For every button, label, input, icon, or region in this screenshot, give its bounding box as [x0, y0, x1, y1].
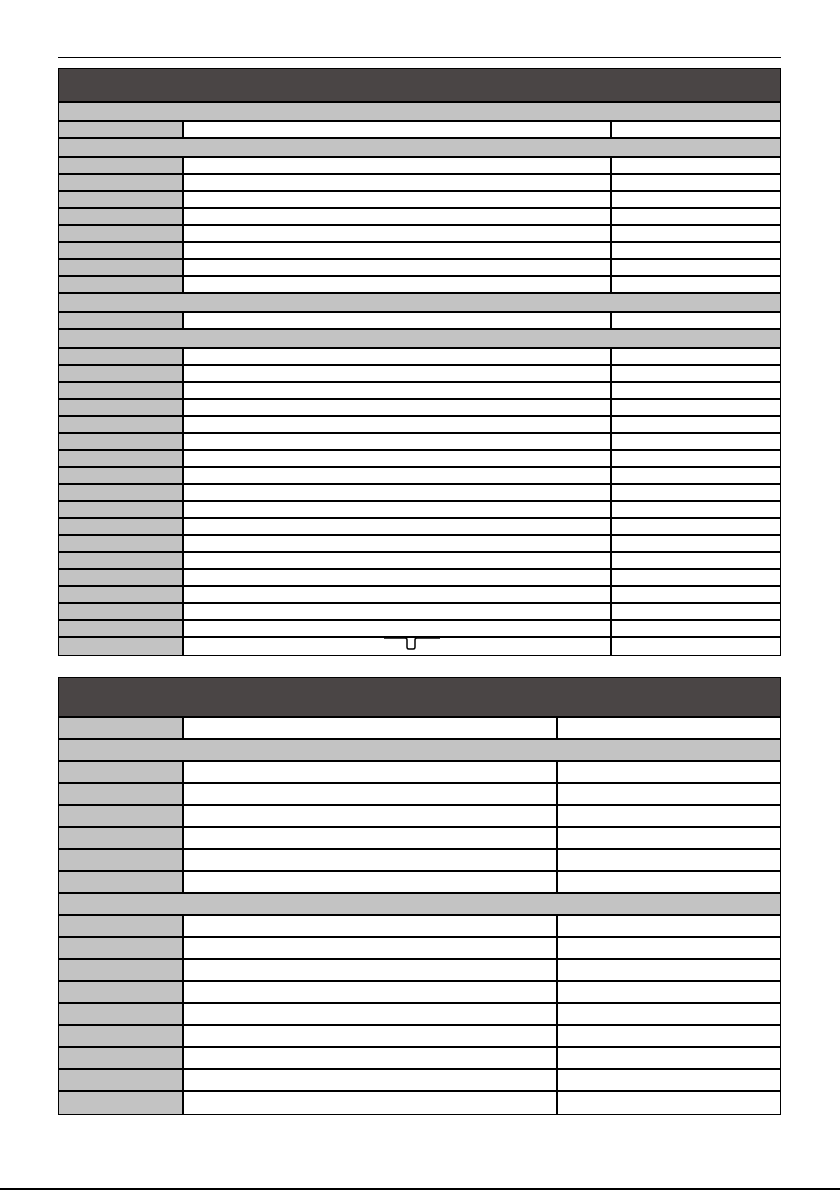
- table-row: [59, 434, 780, 451]
- table-row: [59, 519, 780, 536]
- table-row: [59, 243, 780, 260]
- row-description-cell: [184, 872, 558, 892]
- row-value-cell: [612, 192, 780, 207]
- row-value-cell: [612, 451, 780, 466]
- row-description-cell: [184, 916, 558, 936]
- table-row: [59, 938, 780, 960]
- row-value-cell: [612, 434, 780, 449]
- row-description-cell: [184, 158, 612, 173]
- table-row: [59, 1070, 780, 1092]
- row-value-cell: [558, 960, 780, 980]
- row-label-cell: [59, 916, 184, 936]
- row-label-cell: [59, 828, 184, 848]
- bottom-rule: [0, 1188, 840, 1190]
- row-description-cell: [184, 1092, 558, 1114]
- row-value-cell: [612, 175, 780, 190]
- row-value-cell: [612, 277, 780, 292]
- row-description-cell: [184, 400, 612, 415]
- row-description-cell: [184, 553, 612, 568]
- row-description-cell: [184, 982, 558, 1002]
- table-row: [59, 158, 780, 175]
- table-row: [59, 638, 780, 655]
- section-heading: [59, 330, 780, 349]
- row-label-cell: [59, 762, 184, 782]
- table-row: [59, 718, 780, 740]
- row-label-cell: [59, 417, 184, 432]
- section-heading: [59, 103, 780, 122]
- row-label-cell: [59, 434, 184, 449]
- row-label-cell: [59, 366, 184, 381]
- table-row: [59, 762, 780, 784]
- row-label-cell: [59, 850, 184, 870]
- row-value-cell: [612, 587, 780, 602]
- row-description-cell: [184, 175, 612, 190]
- row-description-cell: [184, 621, 612, 636]
- row-label-cell: [59, 277, 184, 292]
- row-label-cell: [59, 1004, 184, 1024]
- table-row: [59, 982, 780, 1004]
- table-row: [59, 604, 780, 621]
- row-value-cell: [612, 502, 780, 517]
- row-value-cell: [558, 872, 780, 892]
- row-description-cell: [184, 122, 612, 137]
- row-label-cell: [59, 718, 184, 738]
- row-value-cell: [558, 1004, 780, 1024]
- row-value-cell: [558, 850, 780, 870]
- table-row: [59, 850, 780, 872]
- row-value-cell: [558, 938, 780, 958]
- table-row: [59, 451, 780, 468]
- row-value-cell: [612, 417, 780, 432]
- row-value-cell: [612, 519, 780, 534]
- row-description-cell: [184, 1026, 558, 1046]
- table-row: [59, 502, 780, 519]
- row-value-cell: [612, 226, 780, 241]
- table-header: [59, 678, 780, 718]
- row-label-cell: [59, 553, 184, 568]
- row-value-cell: [612, 570, 780, 585]
- row-value-cell: [612, 468, 780, 483]
- table-row: [59, 553, 780, 570]
- row-value-cell: [612, 553, 780, 568]
- row-label-cell: [59, 604, 184, 619]
- row-description-cell: [184, 226, 612, 241]
- row-label-cell: [59, 960, 184, 980]
- row-description-cell: [184, 485, 612, 500]
- row-label-cell: [59, 260, 184, 275]
- row-description-cell: [184, 243, 612, 258]
- row-label-cell: [59, 485, 184, 500]
- table-row: [59, 872, 780, 894]
- row-value-cell: [558, 1070, 780, 1090]
- row-value-cell: [558, 806, 780, 826]
- table-row: [59, 313, 780, 330]
- row-label-cell: [59, 175, 184, 190]
- row-description-cell: [184, 828, 558, 848]
- row-value-cell: [558, 916, 780, 936]
- row-description-cell: [184, 1004, 558, 1024]
- row-label-cell: [59, 243, 184, 258]
- row-description-cell: [184, 349, 612, 364]
- row-description-cell: [184, 451, 612, 466]
- row-value-cell: [612, 122, 780, 137]
- row-description-cell: [184, 209, 612, 224]
- row-value-cell: [558, 982, 780, 1002]
- table-row: [59, 277, 780, 294]
- row-description-cell: [184, 417, 612, 432]
- table-row: [59, 209, 780, 226]
- row-description-cell: [184, 1070, 558, 1090]
- row-description-cell: [184, 260, 612, 275]
- table-row: [59, 417, 780, 434]
- row-description-cell: [184, 960, 558, 980]
- row-label-cell: [59, 638, 184, 655]
- row-label-cell: [59, 192, 184, 207]
- row-description-cell: [184, 536, 612, 551]
- row-description-cell: [184, 313, 612, 328]
- row-label-cell: [59, 451, 184, 466]
- spec-table-2: [58, 677, 781, 1115]
- row-label-cell: [59, 938, 184, 958]
- row-value-cell: [612, 349, 780, 364]
- section-heading: [59, 740, 780, 762]
- row-label-cell: [59, 226, 184, 241]
- table-row: [59, 784, 780, 806]
- section-heading: [59, 894, 780, 916]
- row-value-cell: [558, 1048, 780, 1068]
- row-description-cell: [184, 366, 612, 381]
- row-label-cell: [59, 383, 184, 398]
- row-description-cell: [184, 718, 558, 738]
- table-row: [59, 122, 780, 139]
- row-value-cell: [558, 784, 780, 804]
- row-value-cell: [612, 313, 780, 328]
- row-label-cell: [59, 536, 184, 551]
- table-row: [59, 1048, 780, 1070]
- row-label-cell: [59, 313, 184, 328]
- row-label-cell: [59, 982, 184, 1002]
- table-row: [59, 1004, 780, 1026]
- row-value-cell: [558, 828, 780, 848]
- row-label-cell: [59, 872, 184, 892]
- top-rule: [58, 57, 781, 58]
- table-row: [59, 226, 780, 243]
- row-description-cell: [184, 277, 612, 292]
- row-label-cell: [59, 570, 184, 585]
- row-label-cell: [59, 468, 184, 483]
- table-row: [59, 570, 780, 587]
- row-label-cell: [59, 158, 184, 173]
- table-row: [59, 175, 780, 192]
- row-label-cell: [59, 349, 184, 364]
- row-description-cell: [184, 468, 612, 483]
- row-description-cell: [184, 850, 558, 870]
- row-value-cell: [612, 536, 780, 551]
- table-row: [59, 366, 780, 383]
- table-row: [59, 260, 780, 277]
- table-row: [59, 192, 780, 209]
- row-value-cell: [558, 762, 780, 782]
- table-row: [59, 536, 780, 553]
- row-value-cell: [558, 1026, 780, 1046]
- row-label-cell: [59, 502, 184, 517]
- row-value-cell: [612, 260, 780, 275]
- row-label-cell: [59, 122, 184, 137]
- table-row: [59, 1092, 780, 1114]
- row-label-cell: [59, 1070, 184, 1090]
- row-value-cell: [558, 718, 780, 738]
- table-row: [59, 828, 780, 850]
- row-label-cell: [59, 806, 184, 826]
- connector-symbol-icon: [382, 637, 442, 651]
- section-heading: [59, 139, 780, 158]
- table-row: [59, 468, 780, 485]
- row-description-cell: [184, 502, 612, 517]
- row-value-cell: [558, 1092, 780, 1114]
- row-label-cell: [59, 1092, 184, 1114]
- row-description-cell: [184, 938, 558, 958]
- row-value-cell: [612, 604, 780, 619]
- table-row: [59, 349, 780, 366]
- row-description-cell: [184, 192, 612, 207]
- row-value-cell: [612, 621, 780, 636]
- table-row: [59, 383, 780, 400]
- row-label-cell: [59, 1048, 184, 1068]
- row-label-cell: [59, 784, 184, 804]
- table-row: [59, 587, 780, 604]
- row-value-cell: [612, 400, 780, 415]
- row-description-cell: [184, 587, 612, 602]
- row-label-cell: [59, 587, 184, 602]
- row-description-cell: [184, 784, 558, 804]
- row-value-cell: [612, 638, 780, 655]
- row-label-cell: [59, 1026, 184, 1046]
- table-row: [59, 621, 780, 638]
- row-description-cell: [184, 604, 612, 619]
- row-value-cell: [612, 485, 780, 500]
- row-value-cell: [612, 383, 780, 398]
- row-description-cell: [184, 638, 612, 655]
- row-value-cell: [612, 243, 780, 258]
- table-header: [59, 69, 780, 103]
- row-description-cell: [184, 570, 612, 585]
- row-description-cell: [184, 1048, 558, 1068]
- row-label-cell: [59, 519, 184, 534]
- row-label-cell: [59, 400, 184, 415]
- row-description-cell: [184, 383, 612, 398]
- table-row: [59, 400, 780, 417]
- row-value-cell: [612, 209, 780, 224]
- spec-table-1: [58, 68, 781, 656]
- table-row: [59, 960, 780, 982]
- table-row: [59, 916, 780, 938]
- row-description-cell: [184, 806, 558, 826]
- row-description-cell: [184, 434, 612, 449]
- row-value-cell: [612, 366, 780, 381]
- row-description-cell: [184, 762, 558, 782]
- row-label-cell: [59, 209, 184, 224]
- row-description-cell: [184, 519, 612, 534]
- table-row: [59, 485, 780, 502]
- row-value-cell: [612, 158, 780, 173]
- table-row: [59, 806, 780, 828]
- row-label-cell: [59, 621, 184, 636]
- section-heading: [59, 294, 780, 313]
- table-row: [59, 1026, 780, 1048]
